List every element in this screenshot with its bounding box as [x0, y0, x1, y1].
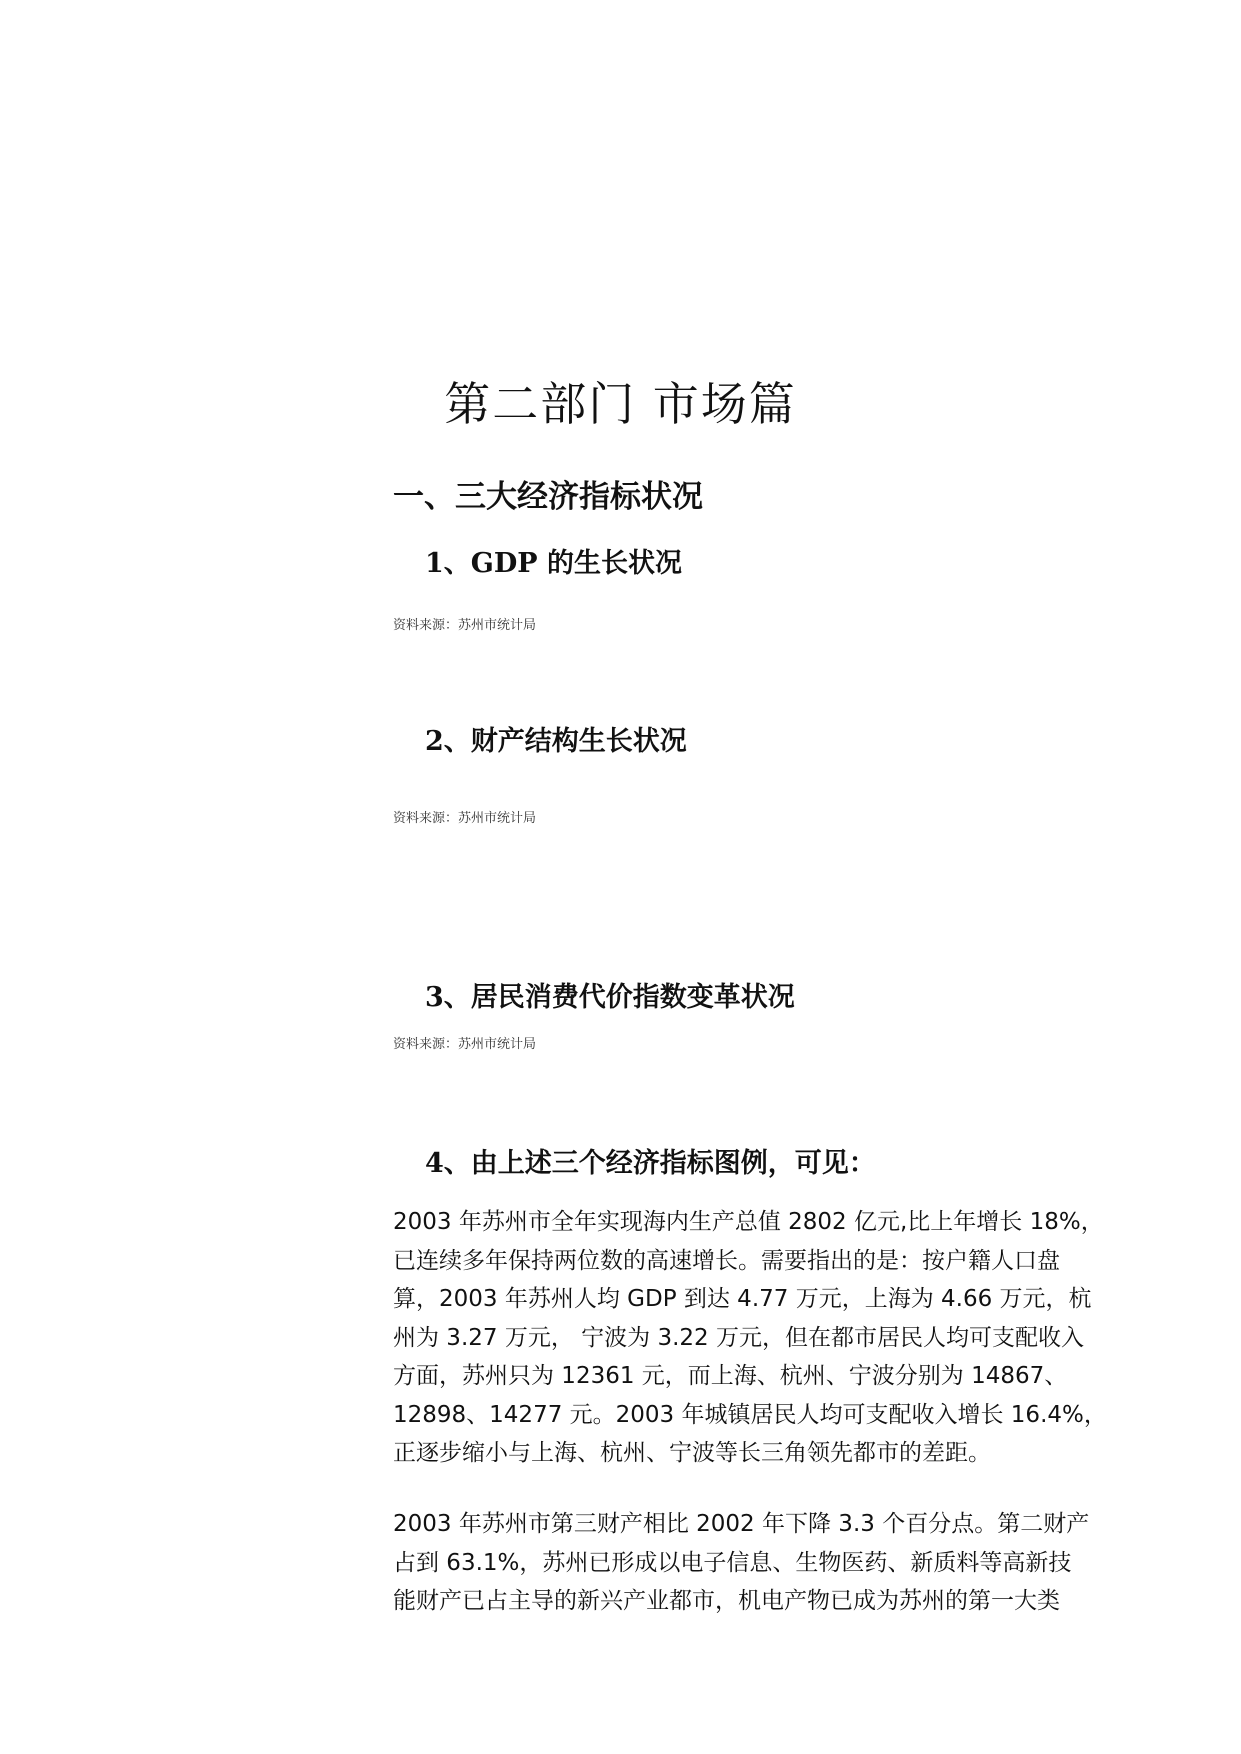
- subsection-title-cpi: 3、居民消费代价指数变革状况: [425, 982, 795, 1013]
- paragraph-line: 12898、14277 元。2003 年城镇居民人均可支配收入增长 16.4%，: [393, 1401, 1107, 1428]
- source-note-cpi: 资料来源：苏州市统计局: [393, 1037, 537, 1052]
- paragraph-line: 2003 年苏州市全年实现海内生产总值 2802 亿元,比上年增长 18%，: [393, 1209, 1104, 1235]
- paragraph-line: 占到 63.1%，苏州已形成以电子信息、生物医药、新质料等高新技: [393, 1549, 1072, 1576]
- paragraph-line: 州为 3.27 万元， 宁波为 3.22 万元，但在都市居民人均可支配收入: [393, 1324, 1084, 1351]
- paragraph-line: 能财产已占主导的新兴产业都市，机电产物已成为苏州的第一大类: [393, 1588, 1060, 1614]
- source-note-industry: 资料来源：苏州市统计局: [393, 811, 537, 826]
- part-title: 第二部门 市场篇: [444, 377, 797, 431]
- source-note-gdp: 资料来源：苏州市统计局: [393, 618, 537, 633]
- paragraph-2: [393, 1505, 1129, 1621]
- paragraph-line: 算，2003 年苏州人均 GDP 到达 4.77 万元，上海为 4.66 万元，杭: [393, 1286, 1092, 1312]
- paragraph-line: 2003 年苏州市第三财产相比 2002 年下降 3.3 个百分点。第二财产: [393, 1511, 1090, 1537]
- subsection-title-gdp: 1、GDP 的生长状况: [425, 548, 682, 579]
- paragraph-line: 方面，苏州只为 12361 元，而上海、杭州、宁波分别为 14867、: [393, 1363, 1068, 1389]
- subsection-title-industry: 2、财产结构生长状况: [425, 726, 687, 757]
- paragraph-line: 已连续多年保持两位数的高速增长。需要指出的是：按户籍人口盘: [393, 1247, 1060, 1274]
- paragraph-line: 正逐步缩小与上海、杭州、宁波等长三角领先都市的差距。: [393, 1440, 991, 1466]
- subsection-title-conclusion: 4、由上述三个经济指标图例，可见：: [425, 1148, 876, 1179]
- paragraph-1: [393, 1203, 1129, 1473]
- section-title: 一、三大经济指标状况: [393, 479, 703, 515]
